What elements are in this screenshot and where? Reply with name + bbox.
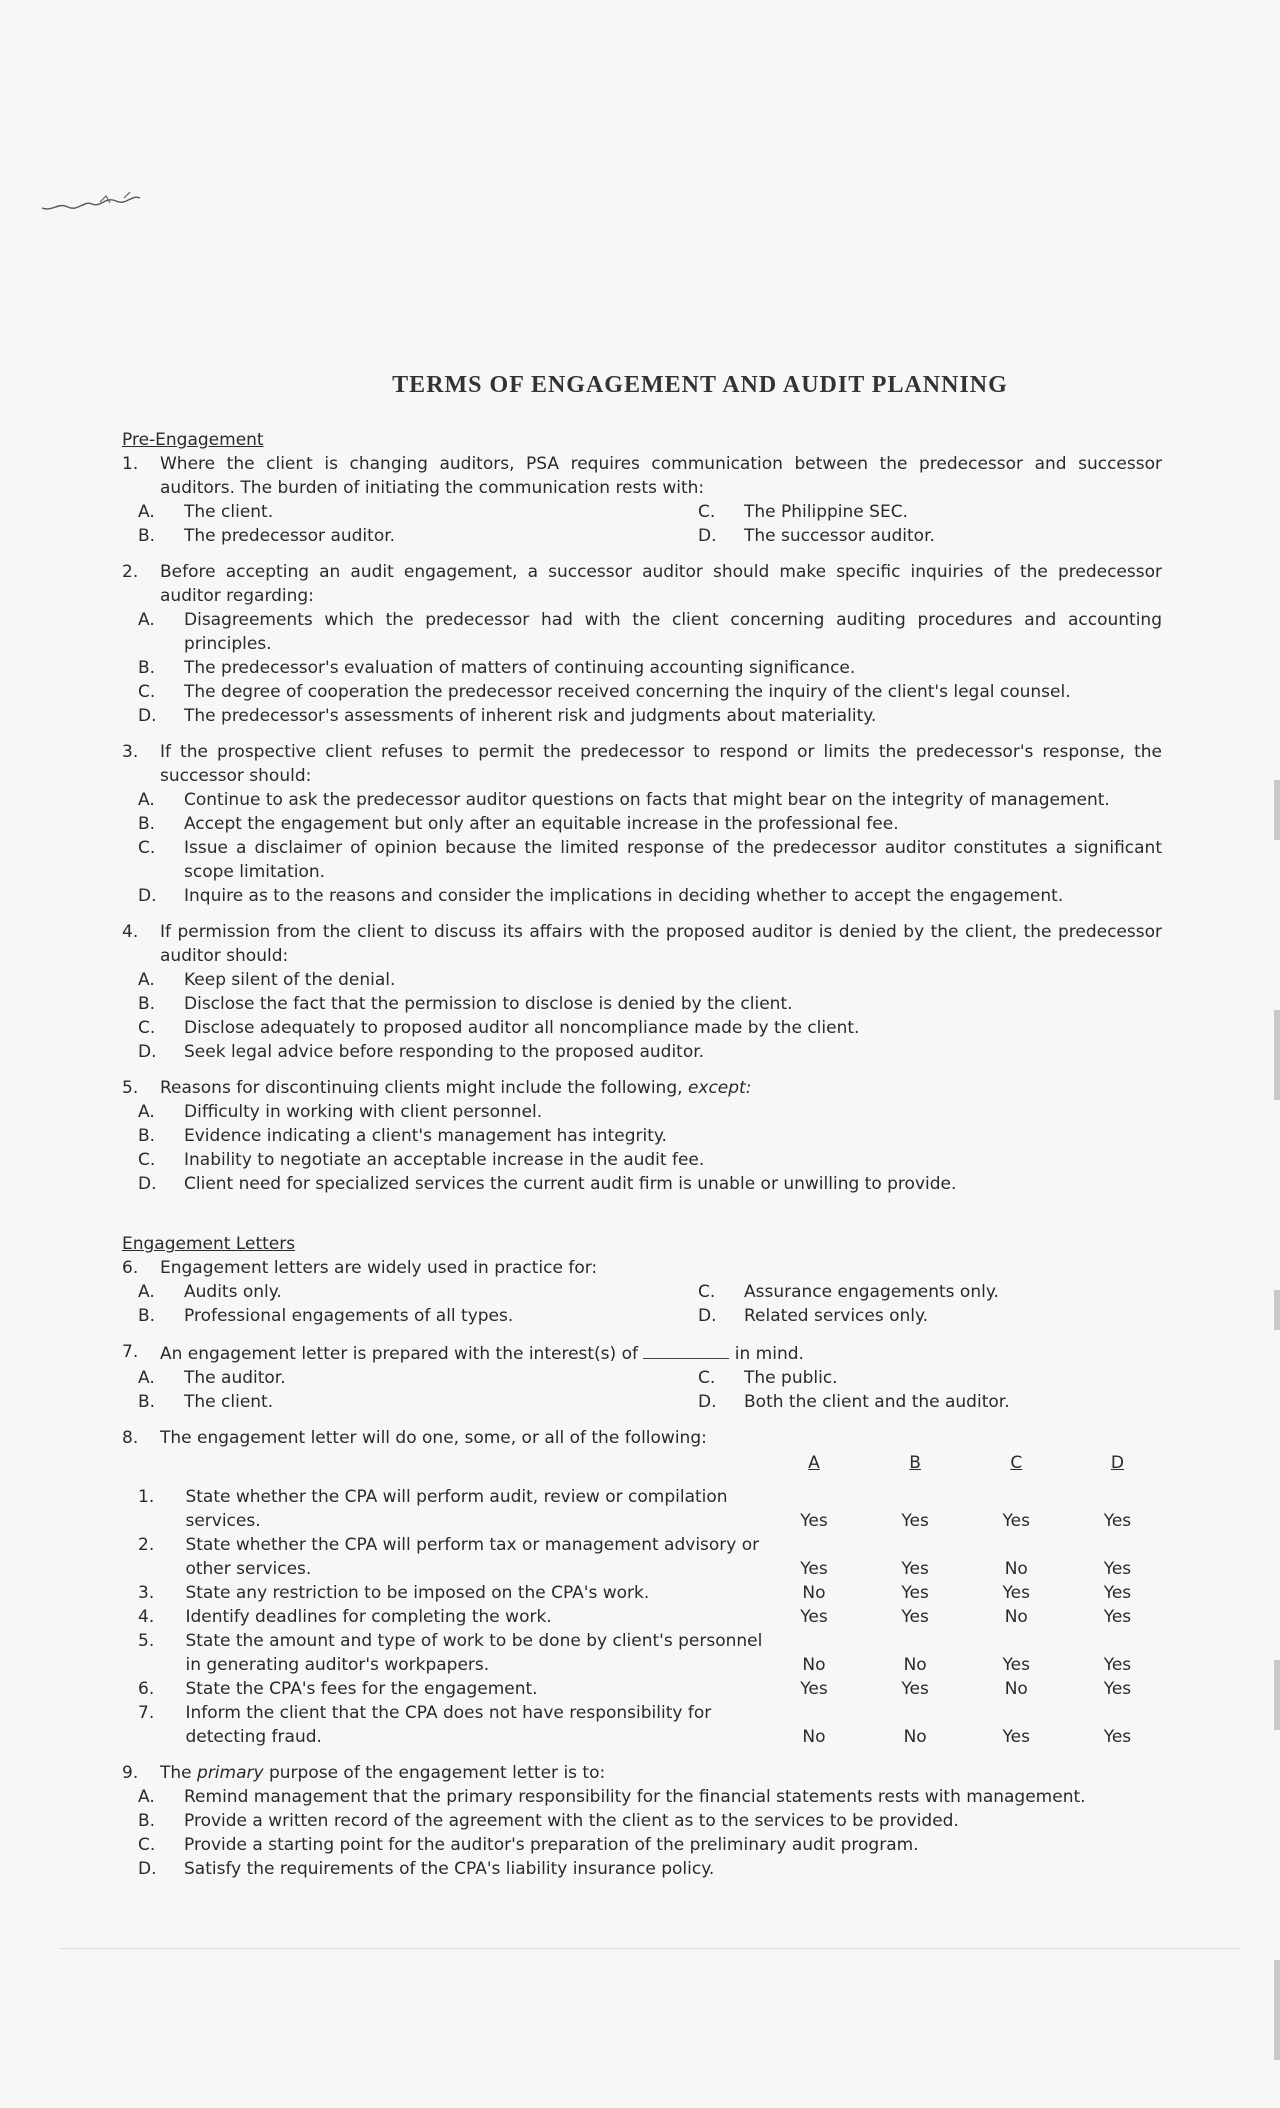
option-letter: B.	[138, 1306, 156, 1326]
cell-b: Yes	[901, 1583, 929, 1603]
option-letter: B.	[138, 1126, 156, 1146]
cell-d: Yes	[1103, 1583, 1132, 1603]
question-4-options	[138, 968, 1162, 1064]
option-a	[138, 1280, 698, 1304]
option-text: The predecessor auditor.	[184, 526, 396, 546]
option-letter: A.	[138, 1368, 155, 1388]
option-c	[698, 1280, 1162, 1304]
question-1-options	[138, 500, 1162, 548]
question-number: 7.	[122, 1342, 139, 1362]
cell-a: Yes	[800, 1679, 828, 1699]
option-letter: C.	[138, 838, 156, 858]
cell-c: Yes	[1002, 1727, 1030, 1747]
option-text: Provide a written record of the agreement with the client as to the services to be provided.	[184, 1811, 959, 1831]
option-d	[698, 1390, 1162, 1414]
option-text: The client.	[184, 502, 274, 522]
fill-in-blank	[643, 1340, 729, 1359]
section-heading-pre-engagement: Pre-Engagement	[122, 430, 264, 450]
cell-a: No	[802, 1727, 826, 1747]
question-number: 4.	[122, 922, 139, 942]
question-2	[122, 560, 1162, 608]
cell-a: Yes	[800, 1511, 828, 1531]
option-letter: B.	[138, 1811, 156, 1831]
option-text: Related services only.	[744, 1306, 929, 1326]
scan-faint-rule	[60, 1948, 1240, 1949]
cell-b: No	[903, 1655, 927, 1675]
option-text: Inquire as to the reasons and consider the implications in deciding whether to accept the engagement.	[184, 886, 1064, 906]
question-text-after: in mind.	[734, 1344, 804, 1364]
question-1	[122, 452, 1162, 500]
option-text: Client need for specialized services the current audit firm is unable or unwilling to provide.	[184, 1174, 957, 1194]
cell-d: Yes	[1103, 1679, 1132, 1699]
option-letter: C.	[138, 1150, 156, 1170]
option-text: Assurance engagements only.	[744, 1282, 999, 1302]
row-number: 3.	[138, 1583, 155, 1603]
option-text: Disclose adequately to proposed auditor all noncompliance made by the client.	[184, 1018, 860, 1038]
row-number: 6.	[138, 1679, 155, 1699]
scan-edge-mark	[1274, 1290, 1280, 1330]
table-row	[138, 1629, 1168, 1677]
cell-a: No	[802, 1655, 826, 1675]
question-2-options	[138, 608, 1162, 728]
option-b	[138, 656, 1162, 680]
option-letter: A.	[138, 790, 155, 810]
option-d	[698, 1304, 1162, 1328]
option-d	[138, 1857, 1162, 1881]
scan-edge-mark	[1274, 1010, 1280, 1100]
cell-d: Yes	[1103, 1511, 1132, 1531]
option-letter: B.	[138, 658, 156, 678]
option-letter: D.	[698, 526, 717, 546]
table-row	[138, 1677, 1168, 1701]
option-letter: A.	[138, 610, 155, 630]
cell-c: No	[1004, 1679, 1028, 1699]
option-letter: C.	[698, 1368, 716, 1388]
question-6	[122, 1256, 1162, 1280]
row-text: State the CPA's fees for the engagement.	[185, 1679, 538, 1699]
option-text: Satisfy the requirements of the CPA's liability insurance policy.	[184, 1859, 715, 1879]
option-letter: B.	[138, 814, 156, 834]
row-number: 2.	[138, 1535, 155, 1555]
question-number: 6.	[122, 1258, 139, 1278]
option-letter: D.	[138, 706, 157, 726]
question-text-main: Reasons for discontinuing clients might include the following,	[160, 1078, 683, 1098]
option-letter: A.	[138, 970, 155, 990]
cell-b: Yes	[901, 1511, 929, 1531]
option-letter: D.	[698, 1306, 717, 1326]
option-letter: D.	[138, 886, 157, 906]
cell-c: Yes	[1002, 1655, 1030, 1675]
option-c	[138, 1833, 1162, 1857]
option-text: The Philippine SEC.	[744, 502, 908, 522]
option-text: Evidence indicating a client's management has integrity.	[184, 1126, 667, 1146]
question-text: If the prospective client refuses to permit the predecessor to respond or limits the predecessor's response, the successor should:	[160, 742, 1162, 786]
option-letter: C.	[138, 1018, 156, 1038]
option-text: Seek legal advice before responding to the proposed auditor.	[184, 1042, 705, 1062]
option-c	[138, 1016, 1162, 1040]
option-a	[138, 788, 1162, 812]
option-letter: B.	[138, 1392, 156, 1412]
question-text	[160, 1761, 1162, 1785]
option-text: The predecessor's evaluation of matters of continuing accounting significance.	[184, 658, 856, 678]
scan-edge-mark	[1274, 780, 1280, 840]
option-c	[698, 500, 1162, 524]
cell-d: Yes	[1103, 1727, 1132, 1747]
option-a	[138, 608, 1162, 656]
table-row	[138, 1533, 1168, 1581]
option-letter: C.	[698, 502, 716, 522]
option-letter: A.	[138, 502, 155, 522]
cell-a: Yes	[800, 1559, 828, 1579]
question-3-options	[138, 788, 1162, 908]
table-row	[138, 1485, 1168, 1533]
handwritten-scribble	[40, 190, 150, 220]
option-text: The predecessor's assessments of inherent risk and judgments about materiality.	[184, 706, 877, 726]
question-text: The engagement letter will do one, some, or all of the following:	[160, 1428, 707, 1448]
option-text: Disagreements which the predecessor had with the client concerning auditing procedures and accounting principles.	[184, 610, 1162, 654]
option-d	[698, 524, 1162, 548]
option-letter: A.	[138, 1102, 155, 1122]
option-letter: C.	[138, 682, 156, 702]
question-number: 8.	[122, 1428, 139, 1448]
question-9-options	[138, 1785, 1162, 1881]
option-text: The auditor.	[184, 1368, 286, 1388]
option-text: Provide a starting point for the auditor's preparation of the preliminary audit program.	[184, 1835, 919, 1855]
row-number: 7.	[138, 1703, 155, 1723]
question-7-options	[138, 1366, 1162, 1414]
question-5	[122, 1076, 1162, 1100]
question-number: 1.	[122, 454, 139, 474]
question-6-options	[138, 1280, 1162, 1328]
option-a	[138, 1366, 698, 1390]
question-text-emphasis: except:	[687, 1078, 752, 1098]
option-text: Disclose the fact that the permission to disclose is denied by the client.	[184, 994, 793, 1014]
row-number: 4.	[138, 1607, 155, 1627]
option-letter: A.	[138, 1282, 155, 1302]
question-text: Before accepting an audit engagement, a successor auditor should make specific inquiries of the predecessor auditor regarding:	[160, 562, 1162, 606]
option-letter: B.	[138, 526, 156, 546]
question-5-options	[138, 1100, 1162, 1196]
option-text: Professional engagements of all types.	[184, 1306, 514, 1326]
option-d	[138, 884, 1162, 908]
column-header-b: B	[909, 1453, 921, 1473]
option-letter: C.	[698, 1282, 716, 1302]
page-title: TERMS OF ENGAGEMENT AND AUDIT PLANNING	[392, 372, 1008, 398]
option-b	[138, 524, 698, 548]
option-b	[138, 1124, 1162, 1148]
option-text: Inability to negotiate an acceptable increase in the audit fee.	[184, 1150, 705, 1170]
option-c	[138, 680, 1162, 704]
question-9	[122, 1761, 1162, 1785]
question-4	[122, 920, 1162, 968]
cell-d: Yes	[1103, 1655, 1132, 1675]
option-text: The client.	[184, 1392, 274, 1412]
option-text: Issue a disclaimer of opinion because the limited response of the predecessor auditor constitutes a significant scope limitation.	[184, 838, 1162, 882]
question-number: 9.	[122, 1763, 139, 1783]
option-c	[138, 1148, 1162, 1172]
option-letter: A.	[138, 1787, 155, 1807]
question-7	[122, 1340, 1162, 1366]
option-d	[138, 1172, 1162, 1196]
option-text: Keep silent of the denial.	[184, 970, 396, 990]
option-c	[138, 836, 1162, 884]
option-letter: D.	[138, 1174, 157, 1194]
cell-c: Yes	[1002, 1583, 1030, 1603]
row-text: Inform the client that the CPA does not have responsibility for detecting fraud.	[185, 1703, 712, 1747]
option-a	[138, 1785, 1162, 1809]
cell-a: No	[802, 1583, 826, 1603]
table-row	[138, 1581, 1168, 1605]
cell-d: Yes	[1103, 1607, 1132, 1627]
cell-c: No	[1004, 1559, 1028, 1579]
cell-b: No	[903, 1727, 927, 1747]
section-heading-engagement-letters: Engagement Letters	[122, 1234, 296, 1254]
scan-edge-mark	[1274, 1960, 1280, 2060]
column-header-a: A	[808, 1453, 820, 1473]
option-letter: B.	[138, 994, 156, 1014]
row-number: 5.	[138, 1631, 155, 1651]
table-row	[138, 1605, 1168, 1629]
cell-b: Yes	[901, 1607, 929, 1627]
question-text: Where the client is changing auditors, PSA requires communication between the predecessor and successor auditors. The burden of initiating the communication rests with:	[160, 454, 1162, 498]
row-text: State whether the CPA will perform audit, review or compilation services.	[185, 1487, 728, 1531]
option-letter: D.	[698, 1392, 717, 1412]
option-a	[138, 1100, 1162, 1124]
cell-a: Yes	[800, 1607, 828, 1627]
option-text: Accept the engagement but only after an equitable increase in the professional fee.	[184, 814, 899, 834]
option-d	[138, 704, 1162, 728]
option-b	[138, 812, 1162, 836]
question-3	[122, 740, 1162, 788]
option-text: Both the client and the auditor.	[744, 1392, 1010, 1412]
question-text: Engagement letters are widely used in practice for:	[160, 1258, 598, 1278]
cell-c: Yes	[1002, 1511, 1030, 1531]
option-text: Audits only.	[184, 1282, 282, 1302]
option-b	[138, 992, 1162, 1016]
cell-b: Yes	[901, 1679, 929, 1699]
column-header-c: C	[1010, 1453, 1023, 1473]
row-text: Identify deadlines for completing the work.	[185, 1607, 552, 1627]
option-text: Remind management that the primary responsibility for the financial statements rests with management.	[184, 1787, 1086, 1807]
matrix-header-row	[138, 1450, 1168, 1485]
option-text: The public.	[744, 1368, 838, 1388]
question-text-before: The	[160, 1763, 192, 1783]
option-b	[138, 1390, 698, 1414]
option-text: The degree of cooperation the predecessor received concerning the inquiry of the client's legal counsel.	[184, 682, 1071, 702]
document-body	[122, 428, 1162, 1881]
option-text: Continue to ask the predecessor auditor questions on facts that might bear on the integrity of management.	[184, 790, 1110, 810]
question-number: 2.	[122, 562, 139, 582]
option-letter: D.	[138, 1042, 157, 1062]
option-c	[698, 1366, 1162, 1390]
question-number: 3.	[122, 742, 139, 762]
option-b	[138, 1809, 1162, 1833]
row-number: 1.	[138, 1487, 155, 1507]
question-text	[160, 1340, 1162, 1366]
row-text: State whether the CPA will perform tax or management advisory or other services.	[185, 1535, 760, 1579]
question-text: If permission from the client to discuss its affairs with the proposed auditor is denied by the client, the predecessor auditor should:	[160, 922, 1162, 966]
row-text: State the amount and type of work to be done by client's personnel in generating auditor's workpapers.	[185, 1631, 763, 1675]
option-b	[138, 1304, 698, 1328]
question-text	[160, 1076, 1162, 1100]
cell-b: Yes	[901, 1559, 929, 1579]
scan-edge-mark	[1274, 1660, 1280, 1730]
option-text: The successor auditor.	[744, 526, 935, 546]
option-letter: D.	[138, 1859, 157, 1879]
option-letter: C.	[138, 1835, 156, 1855]
cell-d: Yes	[1103, 1559, 1132, 1579]
option-a	[138, 968, 1162, 992]
question-text-after: purpose of the engagement letter is to:	[268, 1763, 606, 1783]
question-8	[122, 1426, 1162, 1450]
question-text-emphasis: primary	[197, 1763, 264, 1783]
question-number: 5.	[122, 1078, 139, 1098]
table-row	[138, 1701, 1168, 1749]
option-text: Difficulty in working with client personnel.	[184, 1102, 543, 1122]
column-header-d: D	[1110, 1453, 1124, 1473]
question-text-before: An engagement letter is prepared with the interest(s) of	[160, 1344, 638, 1364]
cell-c: No	[1004, 1607, 1028, 1627]
option-d	[138, 1040, 1162, 1064]
answer-matrix-table	[138, 1450, 1168, 1749]
option-a	[138, 500, 698, 524]
row-text: State any restriction to be imposed on the CPA's work.	[185, 1583, 650, 1603]
